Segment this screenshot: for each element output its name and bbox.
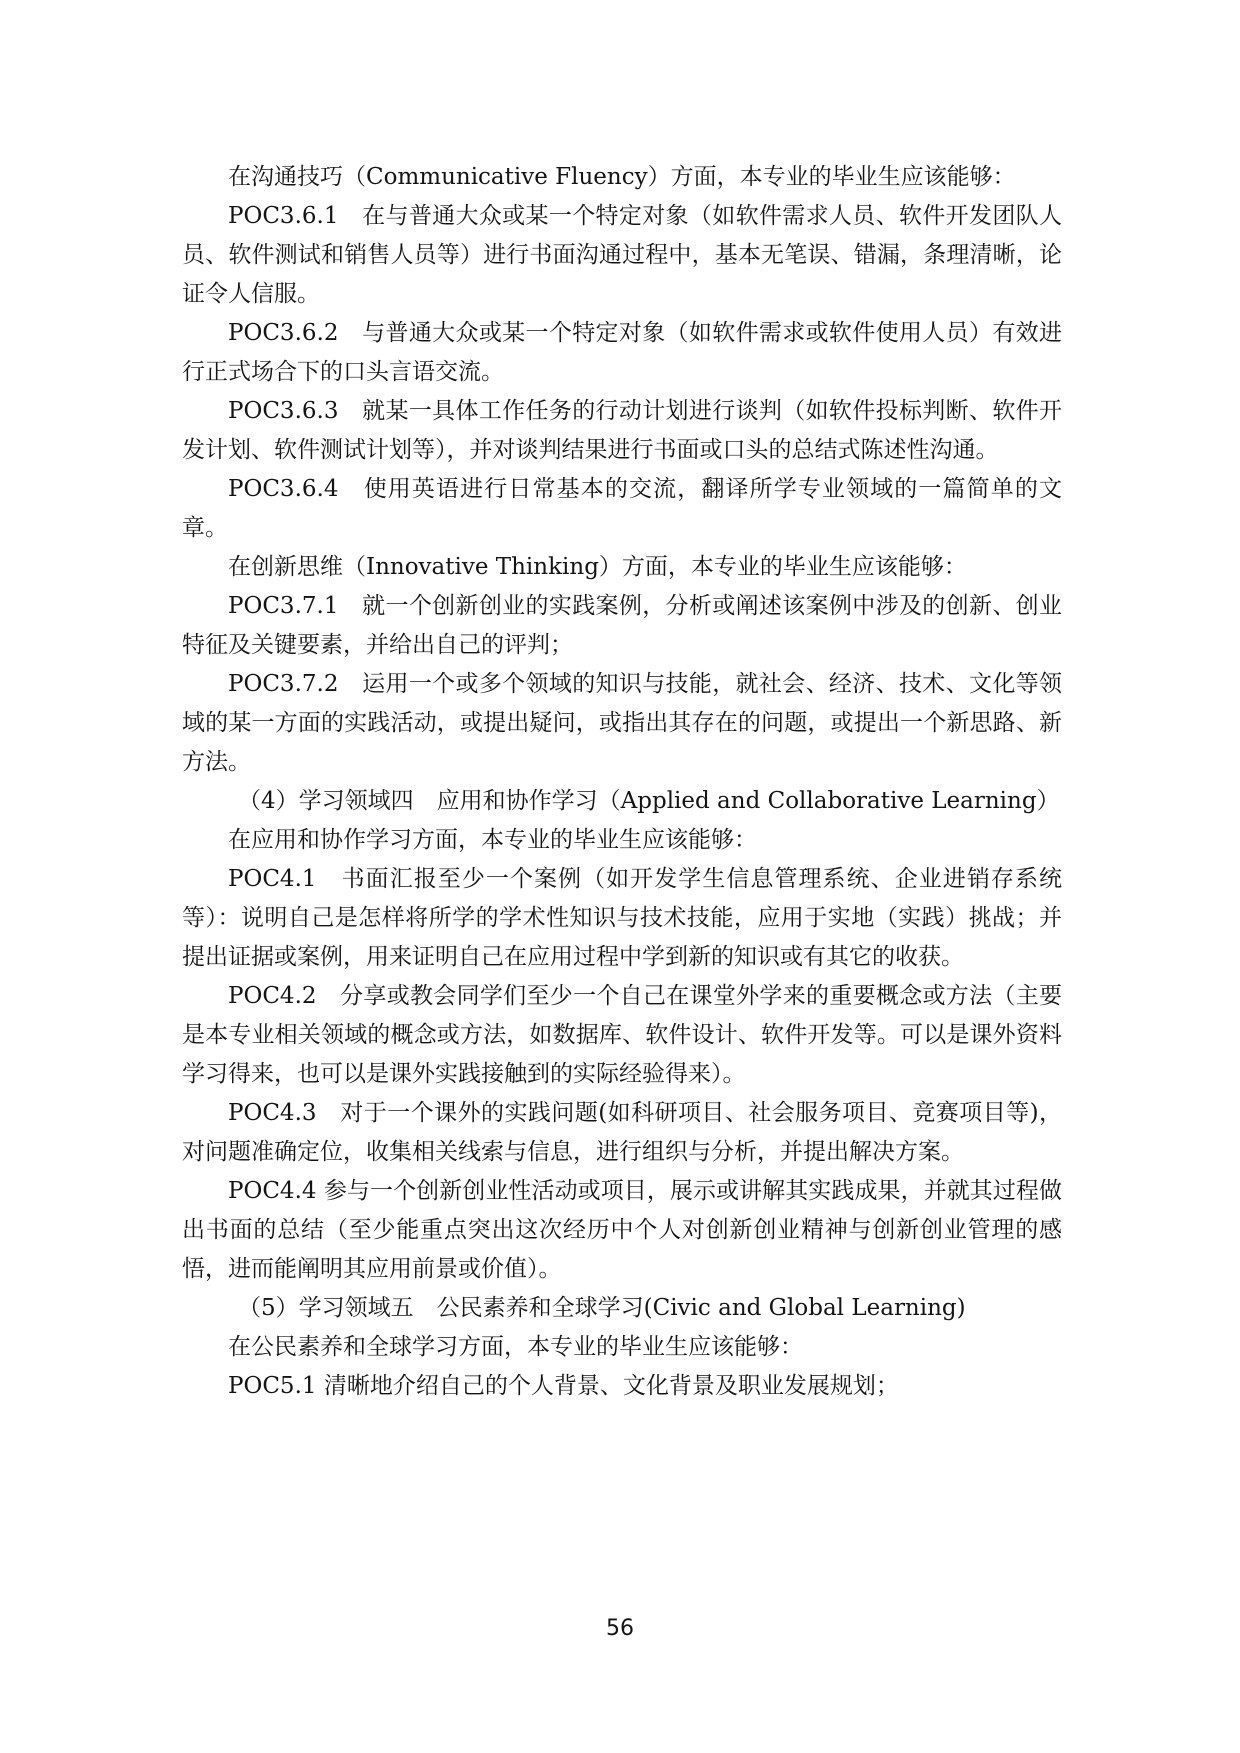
paragraph-poc3-6-3: POC3.6.3 就某一具体工作任务的行动计划进行谈判（如软件投标判断、软件开发计划、软件测试计划等），并对谈判结果进行书面或口头的总结式陈述性沟通。 <box>182 398 1062 463</box>
section-heading-learning-area-4: （4）学习领域四 应用和协作学习（Applied and Collaborative Learning） <box>238 788 1060 814</box>
paragraph-poc4-3: POC4.3 对于一个课外的实践问题(如科研项目、社会服务项目、竞赛项目等)，对问题准确定位，收集相关线索与信息，进行组织与分析，并提出解决方案。 <box>182 1100 1062 1165</box>
paragraph-poc5-1: POC5.1 清晰地介绍自己的个人背景、文化背景及职业发展规划； <box>228 1373 899 1399</box>
paragraph-intro-applied-learning: 在应用和协作学习方面，本专业的毕业生应该能够： <box>228 827 757 853</box>
paragraph-poc4-2: POC4.2 分享或教会同学们至少一个自己在课堂外学来的重要概念或方法（主要是本专业相关领域的概念或方法，如数据库、软件设计、软件开发等。可以是课外资料学习得来，也可以是课外实践接触到的实际经验得来）。 <box>182 983 1062 1087</box>
paragraph-intro-civic-learning: 在公民素养和全球学习方面，本专业的毕业生应该能够： <box>228 1334 803 1360</box>
paragraph-poc4-1: POC4.1 书面汇报至少一个案例（如开发学生信息管理系统、企业进销存系统等）：说明自己是怎样将所学的学术性知识与技术技能，应用于实地（实践）挑战；并提出证据或案例，用来证明自己在应用过程中学到新的知识或有其它的收获。 <box>182 866 1062 970</box>
page-number: 56 <box>606 1616 634 1641</box>
paragraph-poc3-7-2: POC3.7.2 运用一个或多个领域的知识与技能，就社会、经济、技术、文化等领域的某一方面的实践活动，或提出疑问，或指出其存在的问题，或提出一个新思路、新方法。 <box>182 671 1062 775</box>
paragraph-intro-innovative-thinking: 在创新思维（Innovative Thinking）方面，本专业的毕业生应该能够： <box>228 554 967 580</box>
document-body <box>182 158 1062 1406</box>
paragraph-poc3-6-4: POC3.6.4 使用英语进行日常基本的交流，翻译所学专业领域的一篇简单的文章。 <box>182 476 1062 541</box>
paragraph-poc3-6-2: POC3.6.2 与普通大众或某一个特定对象（如软件需求或软件使用人员）有效进行正式场合下的口头言语交流。 <box>182 320 1062 385</box>
paragraph-poc3-7-1: POC3.7.1 就一个创新创业的实践案例，分析或阐述该案例中涉及的创新、创业特征及关键要素，并给出自己的评判； <box>182 593 1062 658</box>
section-heading-learning-area-5: （5）学习领域五 公民素养和全球学习(Civic and Global Learning) <box>238 1295 966 1321</box>
paragraph-poc4-4: POC4.4 参与一个创新创业性活动或项目，展示或讲解其实践成果，并就其过程做出书面的总结（至少能重点突出这次经历中个人对创新创业精神与创新创业管理的感悟，进而能阐明其应用前景或价值）。 <box>182 1178 1062 1282</box>
paragraph-poc3-6-1: POC3.6.1 在与普通大众或某一个特定对象（如软件需求人员、软件开发团队人员、软件测试和销售人员等）进行书面沟通过程中，基本无笔误、错漏，条理清晰，论证令人信服。 <box>182 203 1062 307</box>
paragraph-intro-communicative-fluency: 在沟通技巧（Communicative Fluency）方面，本专业的毕业生应该能够： <box>228 164 1016 190</box>
